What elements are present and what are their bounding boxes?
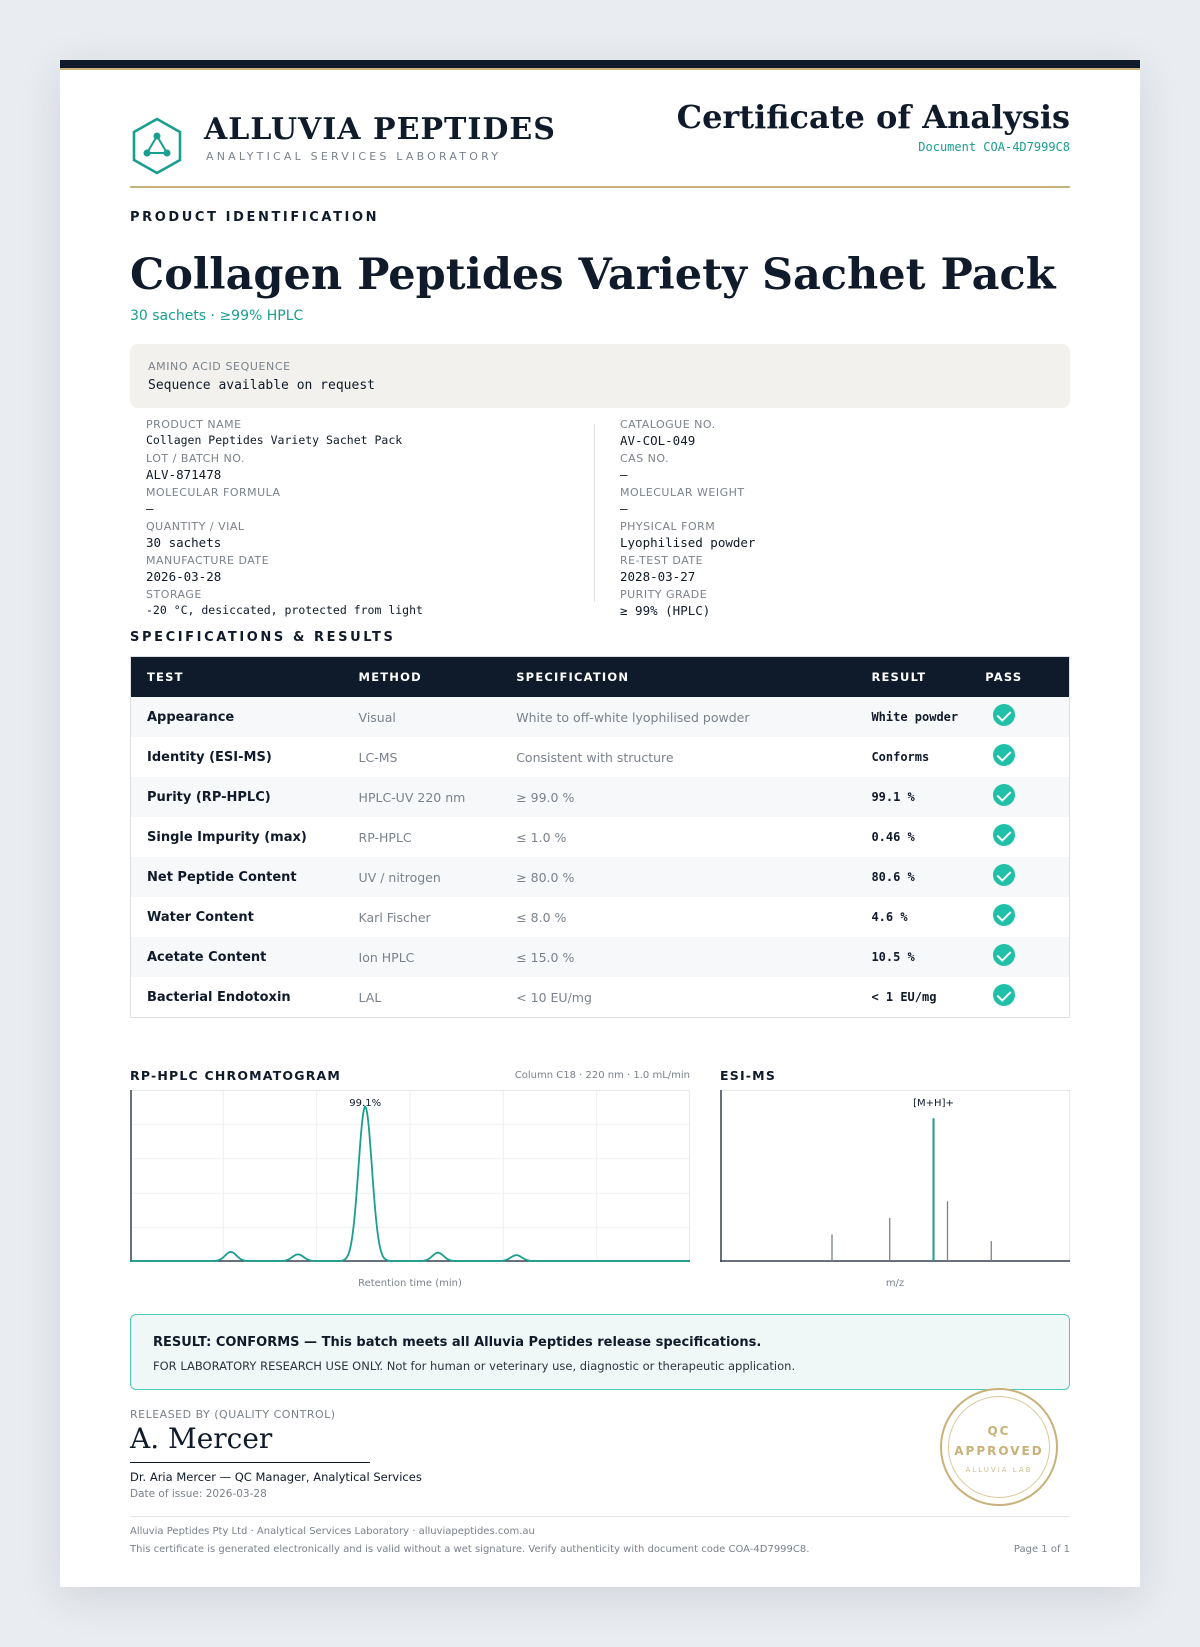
specification-cell: ≥ 99.0 %: [516, 789, 575, 805]
esims-spectrum-chart: [720, 1090, 1070, 1264]
column-header-result: RESULT: [871, 670, 927, 684]
info-item: [146, 520, 586, 554]
pass-cell: [985, 744, 1069, 770]
stamp-line-2: APPROVED: [954, 1444, 1044, 1458]
specification-cell: ≥ 80.0 %: [516, 869, 575, 885]
test-cell: Water Content: [147, 909, 254, 925]
method-cell: Karl Fischer: [358, 909, 431, 925]
info-label: CAS NO.: [620, 452, 670, 465]
table-row: [131, 777, 1069, 817]
pass-cell: [985, 984, 1069, 1010]
info-value: -20 °C, desiccated, protected from light: [146, 603, 423, 617]
info-item: [620, 418, 1060, 452]
footer-divider: [130, 1516, 1070, 1517]
info-item: [146, 588, 586, 622]
sequence-box: [130, 344, 1070, 408]
info-column-left: [146, 418, 586, 622]
result-cell: 4.6 %: [871, 910, 908, 924]
table-row: [131, 737, 1069, 777]
pass-cell: [985, 824, 1069, 850]
table-row: [131, 937, 1069, 977]
table-row: [131, 897, 1069, 937]
footer-company: Alluvia Peptides Pty Ltd · Analytical Services Laboratory · alluviapeptides.com.au: [130, 1526, 535, 1537]
document-title: Certificate of Analysis: [676, 98, 1070, 136]
specification-cell: ≤ 15.0 %: [516, 949, 575, 965]
top-gold-rule: [60, 68, 1140, 70]
info-item: [620, 452, 1060, 486]
method-cell: UV / nitrogen: [358, 869, 441, 885]
esims-grid: [720, 1090, 1070, 1262]
result-box: [130, 1314, 1070, 1390]
certificate-page: [60, 60, 1140, 1587]
hplc-grid: [130, 1090, 690, 1262]
info-label: RE-TEST DATE: [620, 554, 704, 567]
info-label: MOLECULAR WEIGHT: [620, 486, 745, 499]
info-value: ≥ 99% (HPLC): [620, 603, 711, 618]
document-code: Document COA-4D7999C8: [918, 140, 1070, 154]
method-cell: RP-HPLC: [358, 829, 412, 845]
stamp-line-1: QC: [987, 1424, 1011, 1438]
hplc-x-axis-label: Retention time (min): [358, 1278, 462, 1289]
info-item: [620, 554, 1060, 588]
info-item: [146, 486, 586, 520]
result-cell: White powder: [871, 710, 959, 724]
top-accent-bar: [60, 60, 1140, 68]
column-header-pass: PASS: [985, 670, 1023, 684]
result-cell: Conforms: [871, 750, 930, 764]
test-cell: Acetate Content: [147, 949, 267, 965]
specification-cell: ≤ 8.0 %: [516, 909, 567, 925]
sequence-label: AMINO ACID SEQUENCE: [148, 360, 291, 373]
info-label: QUANTITY / VIAL: [146, 520, 245, 533]
specification-cell: ≤ 1.0 %: [516, 829, 567, 845]
result-cell: 10.5 %: [871, 950, 915, 964]
research-use-note: FOR LABORATORY RESEARCH USE ONLY. Not for human or veterinary use, diagnostic or therapeutic application.: [153, 1359, 796, 1373]
table-row: [131, 857, 1069, 897]
signature: A. Mercer: [130, 1422, 273, 1455]
test-cell: Bacterial Endotoxin: [147, 989, 291, 1005]
sequence-value: Sequence available on request: [148, 378, 375, 393]
info-item: [146, 554, 586, 588]
test-cell: Appearance: [147, 709, 235, 725]
footer-disclaimer: This certificate is generated electronically and is valid without a wet signature. Verify authenticity with document code COA-4D7999C8.: [130, 1544, 810, 1555]
info-label: STORAGE: [146, 588, 202, 601]
column-header-method: METHOD: [358, 670, 422, 684]
hplc-chromatogram-chart: [130, 1090, 690, 1264]
table-row: [131, 977, 1069, 1017]
check-circle-icon: [993, 744, 1015, 766]
test-cell: Identity (ESI-MS): [147, 749, 272, 765]
info-label: LOT / BATCH NO.: [146, 452, 245, 465]
check-circle-icon: [993, 824, 1015, 846]
info-label: MANUFACTURE DATE: [146, 554, 270, 567]
qc-approved-stamp: [940, 1388, 1058, 1506]
info-value: 2028-03-27: [620, 569, 696, 584]
info-value: —: [620, 501, 628, 516]
info-label: PRODUCT NAME: [146, 418, 242, 431]
signer-name: Dr. Aria Mercer — QC Manager, Analytical Services: [130, 1470, 422, 1484]
plot-border: [721, 1091, 1070, 1262]
check-circle-icon: [993, 784, 1015, 806]
method-cell: Ion HPLC: [358, 949, 415, 965]
table-header: [131, 657, 1069, 697]
product-title: Collagen Peptides Variety Sachet Pack: [130, 250, 1056, 300]
info-value: —: [620, 467, 628, 482]
table-row: [131, 697, 1069, 737]
info-item: [146, 452, 586, 486]
pass-cell: [985, 704, 1069, 730]
check-circle-icon: [993, 704, 1015, 726]
specification-cell: White to off-white lyophilised powder: [516, 709, 750, 725]
result-cell: 80.6 %: [871, 870, 915, 884]
product-subtitle: 30 sachets · ≥99% HPLC: [130, 308, 304, 324]
info-label: PHYSICAL FORM: [620, 520, 716, 533]
product-section-label: PRODUCT IDENTIFICATION: [130, 210, 380, 225]
hplc-chart-meta: Column C18 · 220 nm · 1.0 mL/min: [514, 1070, 690, 1081]
page-number: Page 1 of 1: [1013, 1544, 1070, 1555]
method-cell: LC-MS: [358, 749, 398, 765]
check-circle-icon: [993, 944, 1015, 966]
hplc-peak-label: 99.1%: [349, 1098, 382, 1109]
check-circle-icon: [993, 984, 1015, 1006]
specs-table: [130, 656, 1070, 1018]
info-label: PURITY GRADE: [620, 588, 708, 601]
info-item: [620, 588, 1060, 622]
info-label: CATALOGUE NO.: [620, 418, 716, 431]
column-header-specification: SPECIFICATION: [516, 670, 630, 684]
result-cell: < 1 EU/mg: [871, 990, 937, 1004]
test-cell: Single Impurity (max): [147, 829, 307, 845]
info-item: [620, 486, 1060, 520]
check-circle-icon: [993, 904, 1015, 926]
info-value: Lyophilised powder: [620, 535, 756, 550]
info-column-right: [620, 418, 1060, 622]
stamp-line-3: ALLUVIA LAB: [965, 1466, 1033, 1474]
info-value: AV-COL-049: [620, 433, 696, 448]
brand-name: ALLUVIA PEPTIDES: [204, 112, 556, 147]
hexagon-molecule-logo-icon: [130, 116, 184, 176]
pass-cell: [985, 784, 1069, 810]
released-by-label: RELEASED BY (QUALITY CONTROL): [130, 1408, 336, 1421]
method-cell: Visual: [358, 709, 396, 725]
method-cell: HPLC-UV 220 nm: [358, 789, 466, 805]
info-item: [146, 418, 586, 452]
specification-cell: < 10 EU/mg: [516, 989, 592, 1005]
ms-peak-label: [M+H]+: [913, 1098, 954, 1109]
test-cell: Purity (RP-HPLC): [147, 789, 271, 805]
column-header-test: TEST: [147, 670, 184, 684]
esims-x-axis-label: m/z: [885, 1278, 905, 1289]
esims-chart-title: ESI-MS: [720, 1068, 777, 1083]
header-divider: [130, 186, 1070, 188]
info-value: ALV-871478: [146, 467, 222, 482]
brand-subtitle: ANALYTICAL SERVICES LABORATORY: [206, 150, 502, 163]
method-cell: LAL: [358, 989, 382, 1005]
info-label: MOLECULAR FORMULA: [146, 486, 281, 499]
pass-cell: [985, 904, 1069, 930]
info-value: Collagen Peptides Variety Sachet Pack: [146, 433, 403, 447]
result-statement: RESULT: CONFORMS — This batch meets all Alluvia Peptides release specifications.: [153, 1335, 762, 1350]
hplc-chart-title: RP-HPLC CHROMATOGRAM: [130, 1068, 342, 1083]
specification-cell: Consistent with structure: [516, 749, 674, 765]
result-cell: 0.46 %: [871, 830, 915, 844]
info-value: 30 sachets: [146, 535, 222, 550]
info-item: [620, 520, 1060, 554]
info-value: —: [146, 501, 154, 516]
pass-cell: [985, 864, 1069, 890]
table-body: [131, 697, 1069, 1017]
table-row: [131, 817, 1069, 857]
signature-line: [130, 1462, 370, 1463]
check-circle-icon: [993, 864, 1015, 886]
result-cell: 99.1 %: [871, 790, 915, 804]
pass-cell: [985, 944, 1069, 970]
info-column-divider: [594, 424, 595, 602]
specs-section-label: SPECIFICATIONS & RESULTS: [130, 630, 396, 645]
issue-date: Date of issue: 2026-03-28: [130, 1488, 267, 1500]
info-value: 2026-03-28: [146, 569, 222, 584]
test-cell: Net Peptide Content: [147, 869, 297, 885]
